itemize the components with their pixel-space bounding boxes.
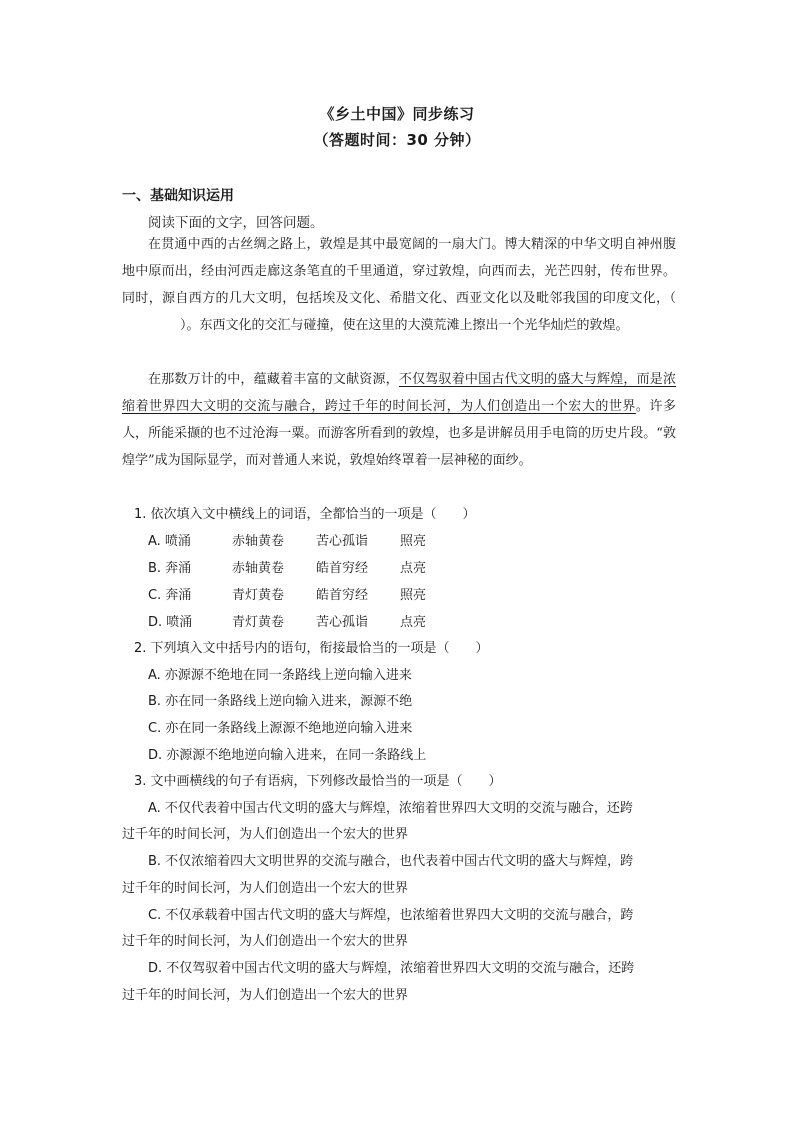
passage-text: 在贯通中西的古丝绸之路上，敦煌是其中最宽阔的一扇大门。博大精深的中华文明自神州腹地中原而出，经由河西走廊这条笔直的千里通道，穿过敦煌，向西而去，光芒四射，传布世界。同时，源自西方的几大文明，包括埃及文化、希腊文化、西亚文化以及毗邻我国的印度文化，（ xyxy=(122,237,676,306)
question-3-option-d-cont: 过千年的时间长河，为人们创造出一个宏大的世界 xyxy=(122,988,409,1003)
question-2-option-a: A. 亦源源不绝地在同一条路线上逆向输入进来 xyxy=(148,668,412,683)
question-3-option-c: C. 不仅承载着中国古代文明的盛大与辉煌，也浓缩着世界四大文明的交流与融合，跨 xyxy=(148,908,634,923)
question-2-option-c: C. 亦在同一条路线上源源不绝地逆向输入进来 xyxy=(148,721,413,736)
document-subtitle: （答题时间：30 分钟） xyxy=(313,131,481,149)
question-2-stem: 2. 下列填入文中括号内的语句，衔接最恰当的一项是（ ） xyxy=(134,641,489,656)
question-3-option-b-cont: 过千年的时间长河，为人们创造出一个宏大的世界 xyxy=(122,881,409,896)
passage-text: 在那数万计的中，蕴藏着丰富的文献资源， xyxy=(148,372,399,387)
passage-text: 。许多人，所能采撷的也不过沧海一粟。而游客所看到的敦煌，也多是讲解员用手电筒的历史片段。“敦煌学”成为国际显学，而对普通人来说，敦煌始终罩着一层神秘的面纱。 xyxy=(122,399,676,468)
option-word-2: 青灯黄卷 xyxy=(232,588,285,603)
question-1-stem: 1. 依次填入文中横线上的词语，全都恰当的一项是（ ） xyxy=(134,507,476,522)
question-3-option-a: A. 不仅代表着中国古代文明的盛大与辉煌，浓缩着世界四大文明的交流与融合，还跨 xyxy=(148,801,633,816)
question-3-option-a-cont: 过千年的时间长河，为人们创造出一个宏大的世界 xyxy=(122,827,409,842)
option-word-3: 皓首穷经 xyxy=(316,588,369,603)
option-letter-word: B. 奔涌 xyxy=(148,561,192,576)
option-word-2: 青灯黄卷 xyxy=(232,615,285,630)
question-1-option-d xyxy=(148,611,460,630)
section-heading: 一、基础知识运用 xyxy=(122,188,234,204)
option-word-2: 赤轴黄卷 xyxy=(232,534,285,549)
option-letter-word: A. 喷涌 xyxy=(148,534,191,549)
question-2-option-b: B. 亦在同一条路线上逆向输入进来，源源不绝 xyxy=(148,694,413,709)
passage-paragraph-2 xyxy=(122,366,676,474)
option-letter-word: C. 奔涌 xyxy=(148,588,192,603)
option-word-3: 皓首穷经 xyxy=(316,561,369,576)
question-2-option-d: D. 亦源源不绝地逆向输入进来，在同一条路线上 xyxy=(148,748,427,763)
question-1-option-c xyxy=(148,584,460,603)
question-3-stem: 3. 文中画横线的句子有语病，下列修改最恰当的一项是（ ） xyxy=(134,774,502,789)
option-word-4: 点亮 xyxy=(400,615,427,630)
underlined-sentence: 不仅驾驭着中国古代文明的盛大与辉煌，而是浓缩着世界四大文明的交流与融合，跨过千年的时间长河，为人们创造出一个宏大的世界 xyxy=(122,372,676,414)
question-1-option-b xyxy=(148,557,460,576)
question-3-option-b: B. 不仅浓缩着四大文明世界的交流与融合，也代表着中国古代文明的盛大与辉煌，跨 xyxy=(148,854,634,869)
question-3-option-c-cont: 过千年的时间长河，为人们创造出一个宏大的世界 xyxy=(122,934,409,949)
option-word-4: 照亮 xyxy=(400,534,427,549)
option-letter-word: D. 喷涌 xyxy=(148,615,193,630)
passage-paragraph-1 xyxy=(122,231,676,339)
document-title: 《乡土中国》同步练习 xyxy=(319,105,475,123)
question-3-option-d: D. 不仅驾驭着中国古代文明的盛大与辉煌，浓缩着世界四大文明的交流与融合，还跨 xyxy=(148,961,635,976)
option-word-3: 苦心孤诣 xyxy=(316,615,369,630)
option-word-4: 点亮 xyxy=(400,561,427,576)
option-word-3: 苦心孤诣 xyxy=(316,534,369,549)
question-1-option-a xyxy=(148,530,460,549)
section-instruction: 阅读下面的文字，回答问题。 xyxy=(148,215,324,231)
option-word-4: 照亮 xyxy=(400,588,427,603)
option-word-2: 赤轴黄卷 xyxy=(232,561,285,576)
passage-text: ）。东西文化的交汇与碰撞，使在这里的大漠荒滩上擦出一个光华灿烂的敦煌。 xyxy=(180,318,629,333)
